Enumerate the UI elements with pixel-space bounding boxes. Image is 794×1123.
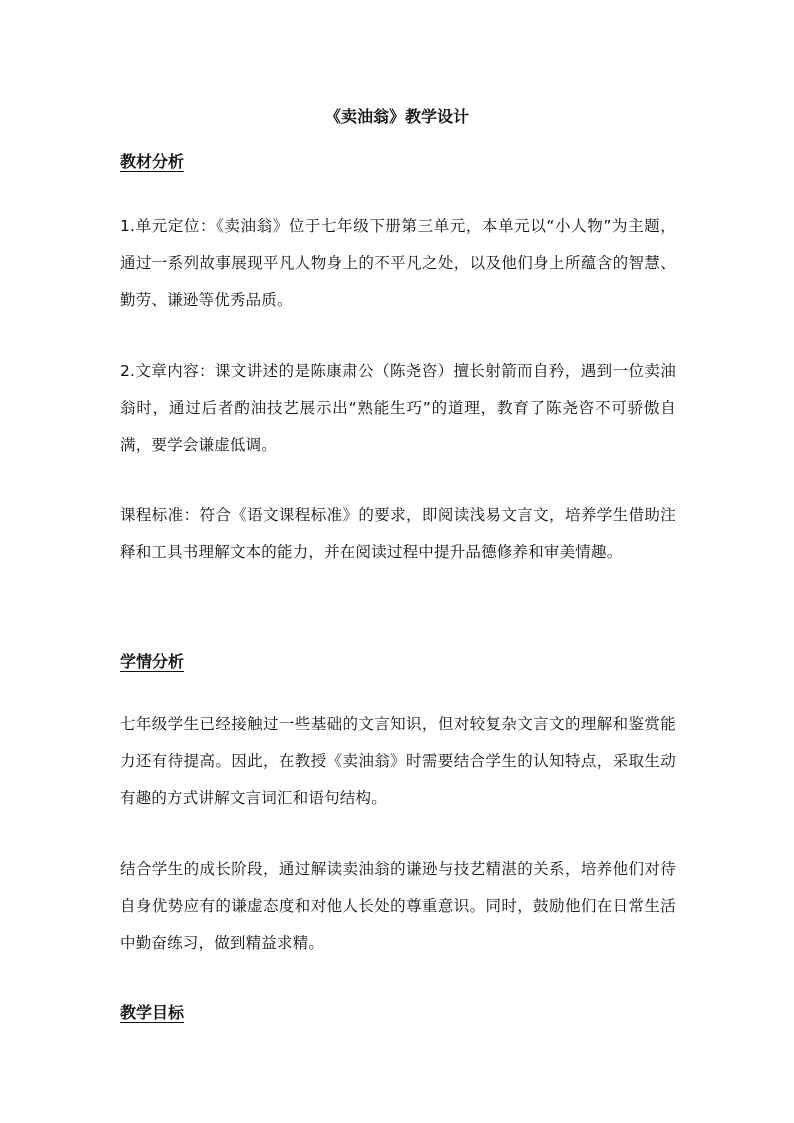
- paragraph-unit-positioning: 1.单元定位：《卖油翁》位于七年级下册第三单元，本单元以“小人物”为主题，通过一系列故事展现平凡人物身上的不平凡之处，以及他们身上所蕴含的智慧、勤劳、谦逊等优秀品质。: [120, 217, 676, 309]
- section-heading-textbook-analysis: 教材分析: [120, 152, 185, 171]
- section-heading-learner-analysis: 学情分析: [120, 652, 185, 671]
- paragraph-article-content: 2.文章内容：课文讲述的是陈康肃公（陈尧咨）擅长射箭而自矜，遇到一位卖油翁时，通过后者酌油技艺展示出“熟能生巧”的道理，教育了陈尧咨不可骄傲自满，要学会谦虚低调。: [120, 362, 676, 454]
- paragraph-learner-growth: 结合学生的成长阶段，通过解读卖油翁的谦逊与技艺精湛的关系，培养他们对待自身优势应有的谦虚态度和对他人长处的尊重意识。同时，鼓励他们在日常生活中勤奋练习，做到精益求精。: [120, 860, 676, 952]
- paragraph-learner-knowledge: 七年级学生已经接触过一些基础的文言知识，但对较复杂文言文的理解和鉴赏能力还有待提高。因此，在教授《卖油翁》时需要结合学生的认知特点，采取生动有趣的方式讲解文言词汇和语句结构。: [120, 715, 676, 807]
- paragraph-curriculum-standard: 课程标准：符合《语文课程标准》的要求，即阅读浅易文言文，培养学生借助注释和工具书理解文本的能力，并在阅读过程中提升品德修养和审美情趣。: [120, 506, 676, 561]
- section-heading-teaching-goals: 教学目标: [120, 1003, 185, 1022]
- document-title: 《卖油翁》教学设计: [324, 107, 469, 126]
